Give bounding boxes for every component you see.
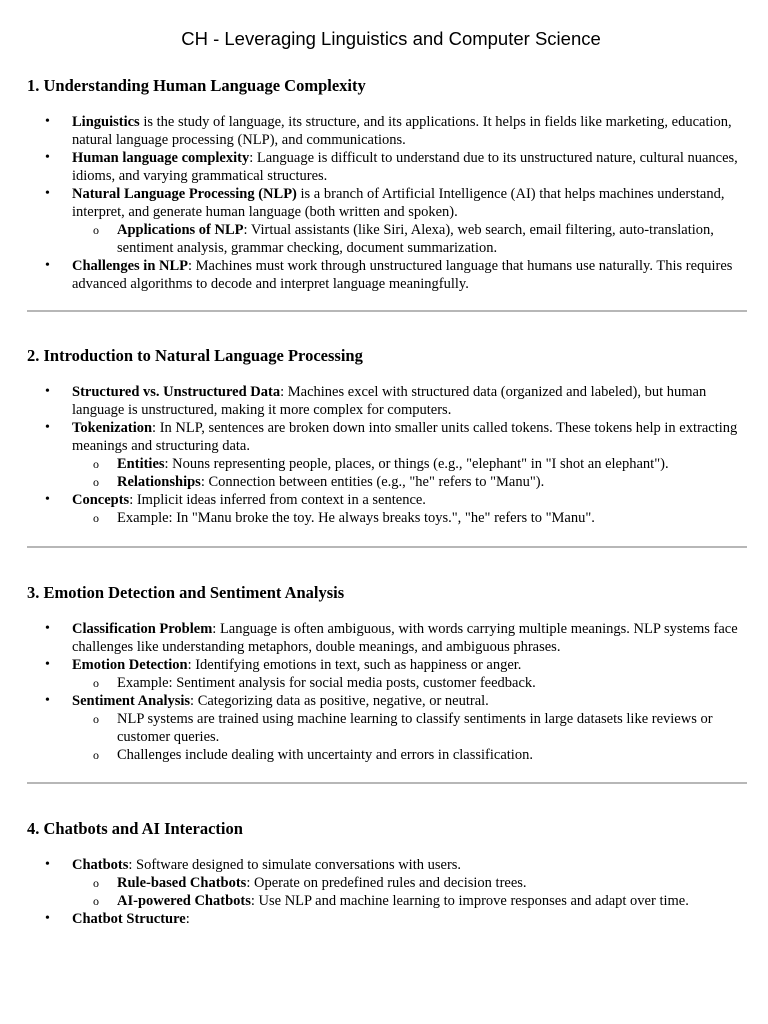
bullet-item	[27, 491, 747, 527]
sub-bullet-list	[72, 874, 747, 910]
bullet-text: is a branch of Artificial Intelligence (AI) that helps machines understand, interpret, and generate human language (both written and spoken).	[72, 186, 725, 220]
bullet-text: Example: In "Manu broke the toy. He always breaks toys.", "he" refers to "Manu".	[117, 510, 595, 526]
sub-bullet-item	[72, 710, 747, 746]
bullet-text: : Identifying emotions in text, such as happiness or anger.	[187, 657, 522, 673]
bullet-list	[27, 113, 747, 293]
bullet-term: Challenges in NLP	[72, 258, 189, 274]
bullet-text: : Categorizing data as positive, negative, or neutral.	[190, 693, 489, 709]
sub-bullet-list	[72, 509, 747, 527]
bullet-item	[27, 185, 747, 257]
section-divider	[27, 546, 747, 548]
bullet-text: : Nouns representing people, places, or things (e.g., "elephant" in "I shot an elephant").	[164, 456, 669, 472]
bullet-term: Emotion Detection	[72, 657, 188, 673]
bullet-term: Structured vs. Unstructured Data	[72, 384, 281, 400]
bullet-term: Natural Language Processing (NLP)	[72, 186, 297, 202]
bullet-term: Linguistics	[72, 114, 140, 130]
section-heading: 2. Introduction to Natural Language Processing	[27, 346, 363, 365]
section-divider	[27, 310, 747, 312]
section-heading: 3. Emotion Detection and Sentiment Analysis	[27, 583, 345, 602]
bullet-text: NLP systems are trained using machine learning to classify sentiments in large datasets like reviews or customer queries.	[117, 711, 713, 745]
document-title: CH - Leveraging Linguistics and Computer Science	[181, 28, 601, 49]
bullet-text: : Use NLP and machine learning to improve responses and adapt over time.	[250, 893, 689, 909]
section-4	[27, 818, 747, 928]
sub-bullet-item	[72, 455, 747, 473]
bullet-text: : Virtual assistants (like Siri, Alexa), web search, email filtering, auto-translation, sentiment analysis, grammar checking, document summarization.	[117, 222, 714, 256]
section-1	[27, 75, 747, 293]
bullet-text: : Machines must work through unstructured language that humans use naturally. This requires advanced algorithms to decode and interpret language meaningfully.	[72, 258, 733, 292]
section-3	[27, 582, 747, 764]
bullet-item	[27, 656, 747, 692]
sub-bullet-list	[72, 710, 747, 764]
sub-bullet-list	[72, 674, 747, 692]
sub-bullet-item	[72, 746, 747, 764]
bullet-text: : Connection between entities (e.g., "he" refers to "Manu").	[200, 474, 545, 490]
sub-bullet-item	[72, 473, 747, 491]
bullet-term: Classification Problem	[72, 621, 213, 637]
section-2	[27, 345, 747, 527]
bullet-text: : Operate on predefined rules and decision trees.	[246, 875, 527, 891]
sub-bullet-item	[72, 874, 747, 892]
bullet-item	[27, 910, 747, 928]
section-divider	[27, 782, 747, 784]
bullet-term: Chatbot Structure	[72, 911, 186, 927]
bullet-text: is the study of language, its structure, and its applications. It helps in fields like marketing, education, natural language processing (NLP), and communications.	[72, 114, 732, 148]
bullet-item	[27, 856, 747, 910]
bullet-item	[27, 257, 747, 293]
bullet-term: Relationships	[117, 474, 201, 490]
bullet-item	[27, 113, 747, 149]
bullet-list	[27, 856, 747, 928]
sub-bullet-item	[72, 221, 747, 257]
bullet-item	[27, 149, 747, 185]
bullet-term: Human language complexity	[72, 150, 250, 166]
sub-bullet-item	[72, 892, 747, 910]
bullet-term: Concepts	[72, 492, 130, 508]
section-heading: 4. Chatbots and AI Interaction	[27, 819, 243, 838]
bullet-text: : In NLP, sentences are broken down into smaller units called tokens. These tokens help in extracting meanings and structuring data.	[72, 420, 738, 454]
bullet-text: : Machines excel with structured data (organized and labeled), but human language is unstructured, making it more complex for computers.	[72, 384, 707, 418]
bullet-item	[27, 383, 747, 419]
bullet-list	[27, 620, 747, 764]
bullet-text: :	[185, 911, 190, 927]
bullet-item	[27, 692, 747, 764]
bullet-text: Challenges include dealing with uncertainty and errors in classification.	[117, 747, 533, 763]
bullet-text: Example: Sentiment analysis for social media posts, customer feedback.	[117, 675, 536, 691]
bullet-term: Sentiment Analysis	[72, 693, 191, 709]
bullet-text: : Language is often ambiguous, with words carrying multiple meanings. NLP systems face challenges like understanding metaphors, double meanings, and ambiguous phrases.	[72, 621, 738, 655]
bullet-term: Entities	[117, 456, 165, 472]
bullet-term: Rule-based Chatbots	[117, 875, 247, 891]
section-heading: 1. Understanding Human Language Complexity	[27, 76, 366, 95]
bullet-text: : Software designed to simulate conversations with users.	[128, 857, 462, 873]
bullet-term: Chatbots	[72, 857, 129, 873]
bullet-text: : Implicit ideas inferred from context in a sentence.	[129, 492, 426, 508]
bullet-term: AI-powered Chatbots	[117, 893, 251, 909]
bullet-item	[27, 419, 747, 491]
bullet-list	[27, 383, 747, 527]
bullet-term: Tokenization	[72, 420, 153, 436]
sub-bullet-list	[72, 221, 747, 257]
sub-bullet-item	[72, 674, 747, 692]
bullet-term: Applications of NLP	[117, 222, 244, 238]
bullet-text: : Language is difficult to understand due to its unstructured nature, cultural nuances, idioms, and varying grammatical structures.	[72, 150, 738, 184]
sub-bullet-item	[72, 509, 747, 527]
sub-bullet-list	[72, 455, 747, 491]
bullet-item	[27, 620, 747, 656]
